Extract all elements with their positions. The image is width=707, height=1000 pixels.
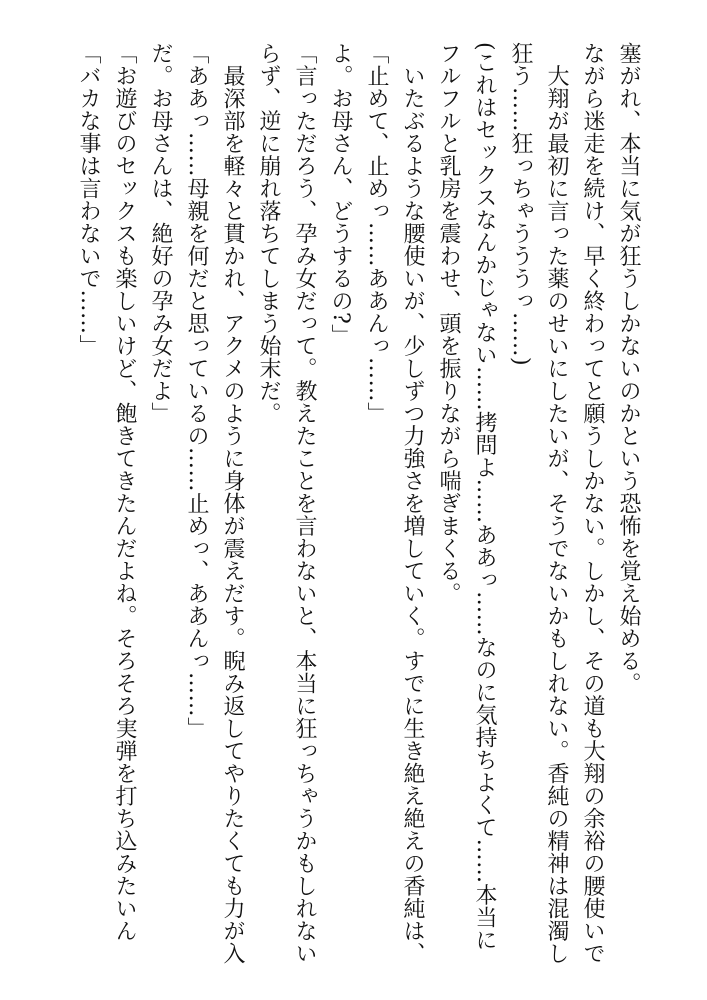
text-line: 大翔が最初に言った薬のせいにしたいが、そうでないかもしれない。香純の精神は混濁し [544, 42, 569, 965]
text-line: フルフルと乳房を震わせ、頭を振りながら喘ぎまくる。 [436, 42, 461, 605]
text-line: よ。お母さん、どうするの?」 [328, 42, 353, 347]
text-line: ながら迷走を続け、早く終わってと願うしかない。しかし、その道も大翔の余裕の腰使いで [580, 42, 605, 965]
text-line: 「バカな事は言わないで……」 [76, 42, 101, 357]
text-line: 最深部を軽々と貫かれ、アクメのように身体が震えだす。睨み返してやりたくても力が入 [220, 42, 245, 965]
text-line: いたぶるような腰使いが、少しずつ力強さを増していく。すでに生き絶え絶えの香純は、 [400, 42, 425, 965]
text-line: だ。お母さんは、絶好の孕み女だよ」 [148, 42, 173, 425]
text-line: (これはセックスなんかじゃない……拷問よ……ああっ……なのに気持ちよくて……本当に [472, 42, 497, 952]
text-line: 「言っただろう、孕み女だって。教えたことを言わないと、本当に狂っちゃうかもしれない [292, 42, 317, 965]
text-line: 「ああっ……母親を何だと思っているの……止めっ、ああんっ……」 [184, 42, 209, 740]
text-line: 「お遊びのセックスも楽しいけど、飽きてきたんだよね。そろそろ実弾を打ち込みたいん [112, 42, 137, 942]
text-line: らず、逆に崩れ落ちてしまう始末だ。 [256, 42, 281, 425]
text-line: 塞がれ、本当に気が狂うしかないのかという恐怖を覚え始める。 [616, 42, 641, 695]
text-line: 「止めて、止めっ……ああんっ……」 [364, 42, 389, 425]
text-line: 狂う……狂っちゃうううっ……) [508, 42, 533, 367]
